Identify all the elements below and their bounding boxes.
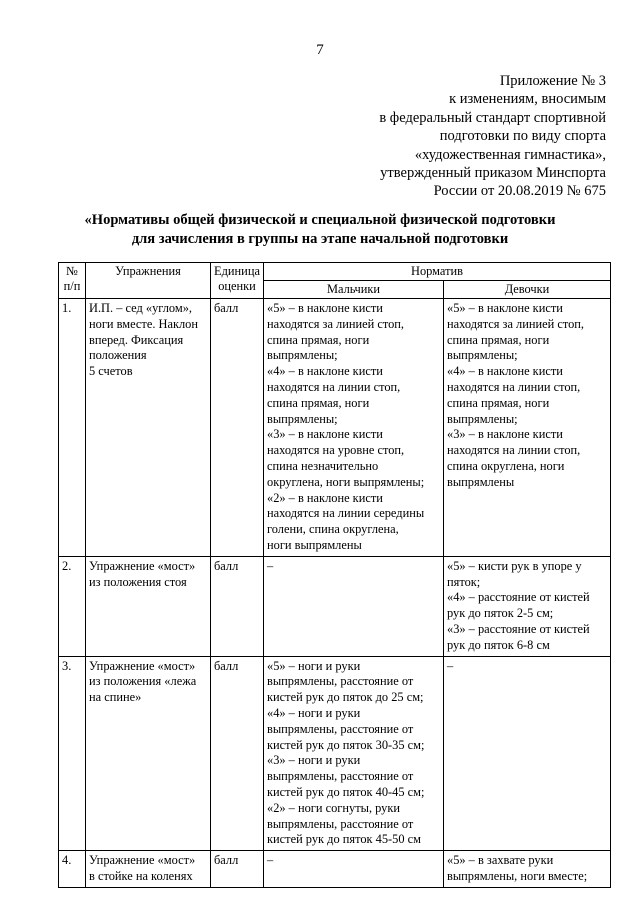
header-girls: Девочки (444, 281, 611, 299)
row-girls-norm: – (444, 656, 611, 851)
row-unit: балл (211, 656, 264, 851)
header-norm: Норматив (264, 263, 611, 281)
appendix-line: России от 20.08.2019 № 675 (433, 183, 606, 200)
header-exercise: Упражнения (86, 263, 211, 299)
appendix-line: в федеральный стандарт спортивной (379, 109, 606, 126)
header-boys: Мальчики (264, 281, 444, 299)
row-girls-norm: «5» – кисти рук в упоре у пяток; «4» – расстояние от кистей рук до пяток 2-5 см; «3» – расстояние от кистей рук до пяток 6-8 см (444, 556, 611, 656)
appendix-header (286, 72, 606, 201)
row-boys-norm: «5» – ноги и руки выпрямлены, расстояние от кистей рук до пяток до 25 см; «4» – ноги и руки выпрямлены, расстояние от кистей рук до пяток 30-35 см; «3» – ноги и руки выпрямлены, расстояние от кистей рук до пяток 40-45 см; «2» – ноги согнуты, руки выпрямлены, расстояние от кистей рук до пяток 45-50 см (264, 656, 444, 851)
row-number: 1. (59, 299, 86, 557)
row-boys-norm: – (264, 556, 444, 656)
standards-table (58, 262, 611, 888)
page-number: 7 (316, 42, 324, 58)
row-exercise: Упражнение «мост» из положения стоя (86, 556, 211, 656)
row-girls-norm: «5» – в захвате руки выпрямлены, ноги вместе; (444, 851, 611, 888)
table-row (59, 851, 611, 888)
appendix-line: «художественная гимнастика», (414, 146, 606, 163)
row-exercise: И.П. – сед «углом», ноги вместе. Наклон вперед. Фиксация положения 5 счетов (86, 299, 211, 557)
title-line-1: «Нормативы общей физической и специальной физической подготовки (84, 212, 556, 228)
table-header-row (59, 263, 611, 281)
row-unit: балл (211, 556, 264, 656)
table-row (59, 556, 611, 656)
table-row (59, 656, 611, 851)
document-title (0, 211, 640, 248)
row-exercise: Упражнение «мост» из положения «лежа на спине» (86, 656, 211, 851)
row-number: 2. (59, 556, 86, 656)
header-unit: Единица оценки (211, 263, 264, 299)
appendix-line: подготовки по виду спорта (439, 128, 606, 145)
header-num: № п/п (59, 263, 86, 299)
row-exercise: Упражнение «мост» в стойке на коленях (86, 851, 211, 888)
row-girls-norm: «5» – в наклоне кисти находятся за линией стоп, спина прямая, ноги выпрямлены; «4» – в наклоне кисти находятся на линии стоп, спина прямая, ноги выпрямлены; «3» – в наклоне кисти находятся на линии стоп, спина округлена, ноги выпрямлены (444, 299, 611, 557)
row-number: 3. (59, 656, 86, 851)
row-boys-norm: «5» – в наклоне кисти находятся за линией стоп, спина прямая, ноги выпрямлены; «4» – в наклоне кисти находятся на линии стоп, спина прямая, ноги выпрямлены; «3» – в наклоне кисти находятся на уровне стоп, спина незначительно округлена, ноги выпрямлены; «2» – в наклоне кисти находятся на линии середины голени, спина округлена, ноги выпрямлены (264, 299, 444, 557)
table-row (59, 299, 611, 557)
appendix-line: к изменениям, вносимым (449, 91, 606, 108)
appendix-line: Приложение № 3 (499, 73, 606, 89)
appendix-line: утвержденный приказом Минспорта (380, 165, 606, 182)
title-line-2: для зачисления в группы на этапе начальной подготовки (131, 230, 509, 247)
row-number: 4. (59, 851, 86, 888)
row-unit: балл (211, 299, 264, 557)
row-unit: балл (211, 851, 264, 888)
row-boys-norm: – (264, 851, 444, 888)
